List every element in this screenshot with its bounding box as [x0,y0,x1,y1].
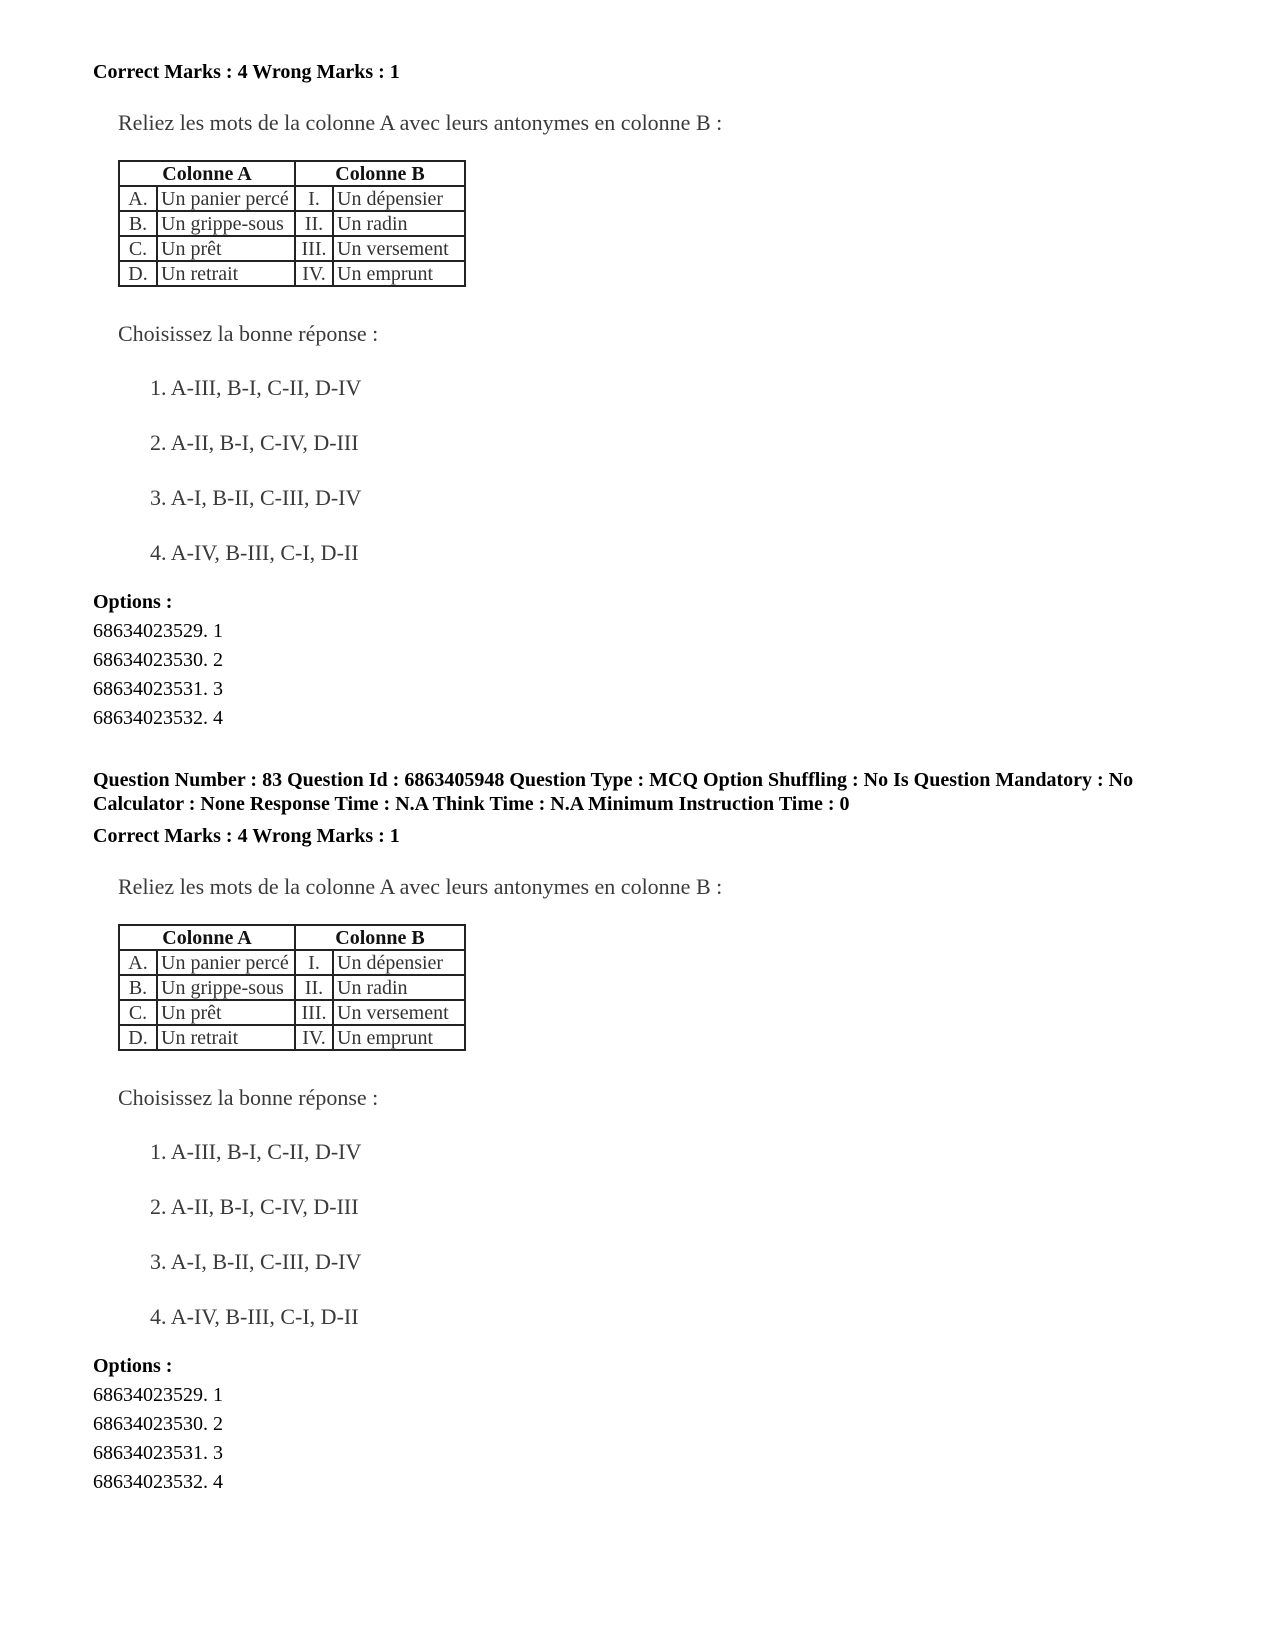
a-text: Un prêt [157,1000,295,1025]
matching-table [118,924,466,1051]
b-text: Un radin [333,211,465,236]
options-section [93,1352,223,1497]
a-text: Un grippe-sous [157,211,295,236]
question-header: Question Number : 83 Question Id : 6863405948 Question Type : MCQ Option Shuffling : No Is Question Mandatory : No Calculator : None Response Time : N.A Think Time : N.A Minimum Instruction Time : 0 [93,769,1134,815]
b-key: II. [295,975,333,1000]
table-row [119,261,465,286]
table-row [119,236,465,261]
column-a-header: Colonne A [119,161,295,186]
answer-choice: 3. A-I, B-II, C-III, D-IV [150,1249,362,1274]
option-item: 68634023529. 1 [93,620,223,642]
b-key: I. [295,186,333,211]
b-text: Un dépensier [333,950,465,975]
options-section [93,588,223,733]
table-row [119,211,465,236]
a-key: C. [119,1000,157,1025]
b-text: Un versement [333,236,465,261]
marks-line: Correct Marks : 4 Wrong Marks : 1 [93,61,400,83]
b-key: III. [295,1000,333,1025]
table-row [119,1000,465,1025]
answer-list [150,376,361,596]
column-b-header: Colonne B [295,925,465,950]
b-key: III. [295,236,333,261]
a-key: B. [119,975,157,1000]
marks-line: Correct Marks : 4 Wrong Marks : 1 [93,825,400,847]
answer-list [150,1140,361,1360]
a-text: Un prêt [157,236,295,261]
b-key: I. [295,950,333,975]
a-key: A. [119,950,157,975]
b-text: Un emprunt [333,1025,465,1050]
column-b-header: Colonne B [295,161,465,186]
answer-choice: 4. A-IV, B-III, C-I, D-II [150,540,359,565]
a-text: Un panier percé [157,186,295,211]
answer-choice: 2. A-II, B-I, C-IV, D-III [150,430,359,455]
choose-instruction: Choisissez la bonne réponse : [118,321,379,346]
option-item: 68634023531. 3 [93,678,223,700]
answer-choice: 1. A-III, B-I, C-II, D-IV [150,1139,362,1164]
a-key: D. [119,261,157,286]
question-prompt: Reliez les mots de la colonne A avec leurs antonymes en colonne B : [118,110,723,135]
option-item: 68634023532. 4 [93,707,223,729]
option-item: 68634023532. 4 [93,1471,223,1493]
options-label: Options : [93,1355,173,1377]
question-prompt: Reliez les mots de la colonne A avec leurs antonymes en colonne B : [118,874,723,899]
b-key: IV. [295,1025,333,1050]
option-item: 68634023531. 3 [93,1442,223,1464]
options-label: Options : [93,591,173,613]
a-key: D. [119,1025,157,1050]
table-row [119,975,465,1000]
answer-choice: 4. A-IV, B-III, C-I, D-II [150,1304,359,1329]
table-header-row [119,161,465,186]
answer-choice: 1. A-III, B-I, C-II, D-IV [150,375,362,400]
option-item: 68634023530. 2 [93,1413,223,1435]
table-row [119,950,465,975]
b-key: II. [295,211,333,236]
b-text: Un versement [333,1000,465,1025]
matching-table [118,160,466,287]
b-key: IV. [295,261,333,286]
answer-choice: 3. A-I, B-II, C-III, D-IV [150,485,362,510]
a-text: Un grippe-sous [157,975,295,1000]
a-key: C. [119,236,157,261]
table-row [119,186,465,211]
answer-choice: 2. A-II, B-I, C-IV, D-III [150,1194,359,1219]
b-text: Un radin [333,975,465,1000]
a-text: Un panier percé [157,950,295,975]
table-row [119,1025,465,1050]
option-item: 68634023529. 1 [93,1384,223,1406]
option-item: 68634023530. 2 [93,649,223,671]
choose-instruction: Choisissez la bonne réponse : [118,1085,379,1110]
b-text: Un dépensier [333,186,465,211]
a-text: Un retrait [157,261,295,286]
a-text: Un retrait [157,1025,295,1050]
b-text: Un emprunt [333,261,465,286]
column-a-header: Colonne A [119,925,295,950]
a-key: B. [119,211,157,236]
a-key: A. [119,186,157,211]
table-header-row [119,925,465,950]
